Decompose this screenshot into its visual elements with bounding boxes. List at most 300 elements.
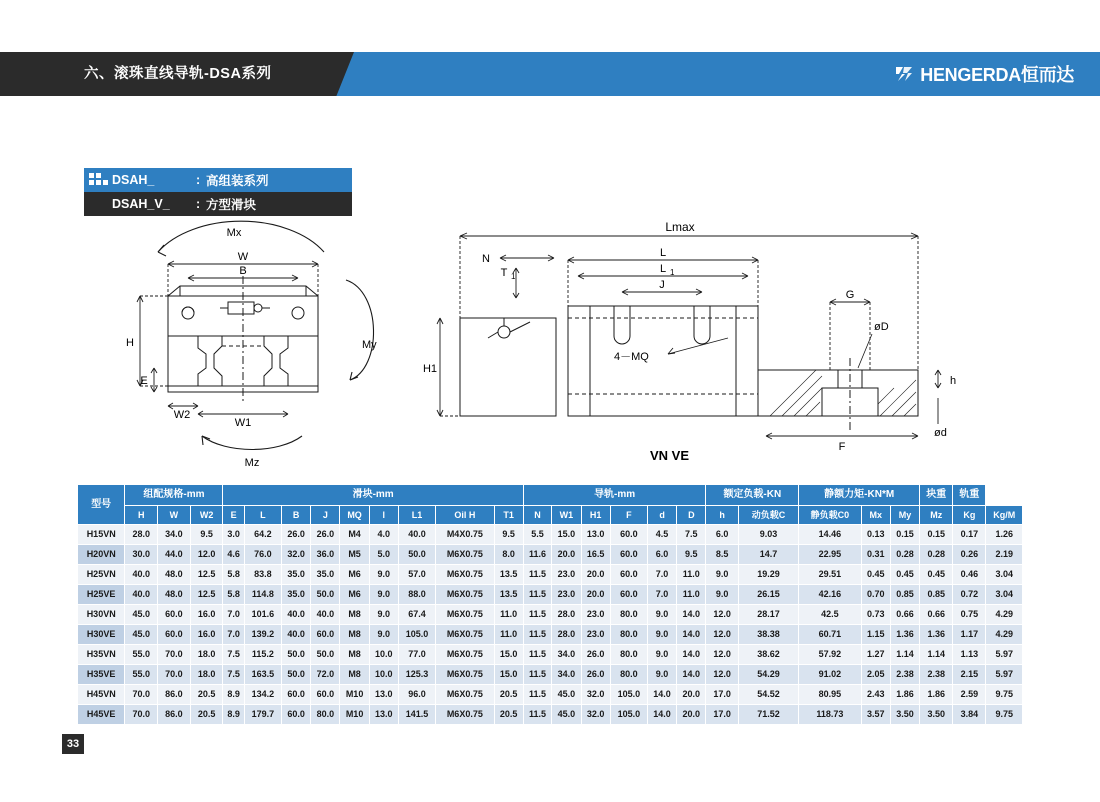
svg-text:J: J bbox=[659, 279, 665, 291]
table-cell: 1.14 bbox=[890, 645, 919, 665]
table-cell: 14.0 bbox=[677, 605, 706, 625]
svg-text:N: N bbox=[482, 253, 490, 265]
table-cell: 1.36 bbox=[890, 625, 919, 645]
table-cell: 16.0 bbox=[190, 605, 223, 625]
table-cell: 0.85 bbox=[920, 585, 953, 605]
table-cell: 40.0 bbox=[281, 625, 310, 645]
table-cell: 34.0 bbox=[552, 665, 581, 685]
table-cell: 60.0 bbox=[281, 705, 310, 725]
table-cell: M6X0.75 bbox=[436, 625, 494, 645]
subheader-cell: Mx bbox=[861, 506, 890, 525]
table-cell: 16.5 bbox=[581, 545, 610, 565]
subheader-cell: W1 bbox=[552, 506, 581, 525]
table-cell: 34.0 bbox=[552, 645, 581, 665]
table-cell: M6X0.75 bbox=[436, 645, 494, 665]
table-cell: 57.92 bbox=[799, 645, 861, 665]
subheader-cell: W bbox=[158, 506, 191, 525]
svg-text:F: F bbox=[838, 441, 846, 453]
table-cell: 72.0 bbox=[311, 665, 340, 685]
svg-text:H: H bbox=[126, 337, 134, 349]
table-cell: 8.5 bbox=[706, 545, 738, 565]
table-cell: 0.26 bbox=[953, 545, 986, 565]
table-cell: 1.13 bbox=[953, 645, 986, 665]
table-cell: 9.5 bbox=[190, 525, 223, 545]
table-cell: 11.0 bbox=[494, 605, 523, 625]
table-cell: 32.0 bbox=[581, 685, 610, 705]
table-cell: 60.0 bbox=[281, 685, 310, 705]
legend-code: DSAH_ bbox=[112, 173, 155, 187]
spec-table bbox=[77, 484, 1023, 725]
table-cell: 2.19 bbox=[986, 545, 1023, 565]
table-cell: 20.0 bbox=[677, 685, 706, 705]
svg-text:W1: W1 bbox=[234, 417, 252, 429]
table-group-header-row bbox=[78, 485, 1023, 506]
table-cell: M8 bbox=[340, 665, 369, 685]
table-cell: 45.0 bbox=[125, 605, 158, 625]
table-cell: 5.0 bbox=[369, 545, 398, 565]
table-cell-model: H20VN bbox=[78, 545, 125, 565]
table-cell: 11.5 bbox=[523, 625, 551, 645]
subheader-cell: L bbox=[244, 506, 281, 525]
table-cell: M10 bbox=[340, 685, 369, 705]
table-cell: 9.75 bbox=[986, 705, 1023, 725]
header-group-rail: 导轨-mm bbox=[523, 485, 706, 506]
table-cell: 20.0 bbox=[581, 565, 610, 585]
svg-text:My: My bbox=[362, 339, 377, 351]
table-cell: 70.0 bbox=[158, 665, 191, 685]
svg-text:Mz: Mz bbox=[244, 457, 260, 468]
table-cell: 7.0 bbox=[647, 585, 676, 605]
table-cell: 60.0 bbox=[610, 585, 647, 605]
table-cell: 45.0 bbox=[552, 685, 581, 705]
specification-table bbox=[77, 484, 1023, 725]
svg-text:øD: øD bbox=[874, 321, 889, 333]
table-cell: 11.5 bbox=[523, 565, 551, 585]
table-cell: M6X0.75 bbox=[436, 665, 494, 685]
table-cell: 57.0 bbox=[398, 565, 435, 585]
subheader-cell: Kg bbox=[953, 506, 986, 525]
svg-text:T: T bbox=[500, 267, 508, 279]
table-cell: 29.51 bbox=[799, 565, 861, 585]
table-cell: 30.0 bbox=[125, 545, 158, 565]
legend-spacer bbox=[84, 192, 110, 216]
table-cell: 0.28 bbox=[920, 545, 953, 565]
table-cell: 15.0 bbox=[494, 645, 523, 665]
table-cell: 67.4 bbox=[398, 605, 435, 625]
legend-code: DSAH_V_ bbox=[112, 197, 170, 211]
table-cell: 0.46 bbox=[953, 565, 986, 585]
table-cell: 3.04 bbox=[986, 585, 1023, 605]
table-cell: 36.0 bbox=[311, 545, 340, 565]
table-cell: M6 bbox=[340, 565, 369, 585]
table-cell: 60.71 bbox=[799, 625, 861, 645]
table-cell: 40.0 bbox=[398, 525, 435, 545]
legend-colon: : bbox=[196, 197, 201, 211]
table-cell: 77.0 bbox=[398, 645, 435, 665]
table-cell: 118.73 bbox=[799, 705, 861, 725]
table-cell: 12.0 bbox=[706, 625, 738, 645]
table-cell: 44.0 bbox=[158, 545, 191, 565]
table-cell-model: H35VE bbox=[78, 665, 125, 685]
table-cell: 38.62 bbox=[738, 645, 798, 665]
header-group-assembly: 组配规格-mm bbox=[125, 485, 223, 506]
table-cell: 50.0 bbox=[311, 585, 340, 605]
table-cell: M6X0.75 bbox=[436, 705, 494, 725]
table-cell: 54.52 bbox=[738, 685, 798, 705]
brand-name-en: HENGERDA bbox=[920, 65, 1021, 85]
table-row bbox=[78, 625, 1023, 645]
table-cell: M6X0.75 bbox=[436, 685, 494, 705]
table-cell: 4.29 bbox=[986, 625, 1023, 645]
checker-squares-icon bbox=[84, 168, 110, 192]
table-cell: 42.5 bbox=[799, 605, 861, 625]
table-cell: 14.0 bbox=[677, 645, 706, 665]
table-cell: 32.0 bbox=[581, 705, 610, 725]
subheader-cell: E bbox=[223, 506, 244, 525]
table-cell: 35.0 bbox=[281, 565, 310, 585]
table-cell: 26.0 bbox=[581, 645, 610, 665]
table-cell: 42.16 bbox=[799, 585, 861, 605]
legend-colon: : bbox=[196, 173, 201, 187]
table-cell: 3.50 bbox=[890, 705, 919, 725]
table-cell: 9.5 bbox=[494, 525, 523, 545]
table-cell: 14.46 bbox=[799, 525, 861, 545]
subheader-cell: F bbox=[610, 506, 647, 525]
table-cell: 7.5 bbox=[223, 645, 244, 665]
svg-text:E: E bbox=[140, 375, 148, 387]
table-cell: 114.8 bbox=[244, 585, 281, 605]
table-cell: 40.0 bbox=[311, 605, 340, 625]
header-group-moment: 静额力矩-KN*M bbox=[799, 485, 920, 506]
table-cell: 60.0 bbox=[610, 545, 647, 565]
table-cell: 54.29 bbox=[738, 665, 798, 685]
table-cell: 0.45 bbox=[920, 565, 953, 585]
table-row bbox=[78, 585, 1023, 605]
subheader-cell: h bbox=[706, 506, 738, 525]
table-cell: 40.0 bbox=[281, 605, 310, 625]
table-cell: 60.0 bbox=[610, 525, 647, 545]
table-cell: 20.5 bbox=[190, 705, 223, 725]
table-cell: 11.0 bbox=[677, 565, 706, 585]
table-cell: 70.0 bbox=[125, 685, 158, 705]
table-cell: 1.17 bbox=[953, 625, 986, 645]
subheader-cell: Oil H bbox=[436, 506, 494, 525]
table-head bbox=[78, 485, 1023, 525]
table-cell: 10.0 bbox=[369, 665, 398, 685]
table-cell-model: H30VE bbox=[78, 625, 125, 645]
table-cell: 5.8 bbox=[223, 565, 244, 585]
svg-text:Mx: Mx bbox=[226, 227, 242, 239]
header-group-load: 额定负载-KN bbox=[706, 485, 799, 506]
cross-section-drawing bbox=[110, 218, 410, 468]
table-cell: 1.27 bbox=[861, 645, 890, 665]
table-cell: 3.57 bbox=[861, 705, 890, 725]
subheader-cell: D bbox=[677, 506, 706, 525]
table-cell: 3.0 bbox=[223, 525, 244, 545]
svg-text:L: L bbox=[659, 247, 667, 259]
table-cell: 13.5 bbox=[494, 585, 523, 605]
table-cell: 7.5 bbox=[677, 525, 706, 545]
table-cell: 9.0 bbox=[706, 565, 738, 585]
table-cell: 14.0 bbox=[677, 625, 706, 645]
table-cell: 12.5 bbox=[190, 565, 223, 585]
table-cell: 12.0 bbox=[706, 605, 738, 625]
subheader-cell: MQ bbox=[340, 506, 369, 525]
brand-logo bbox=[894, 52, 1074, 96]
table-cell: 1.86 bbox=[920, 685, 953, 705]
table-cell: 0.17 bbox=[953, 525, 986, 545]
logo-mark-icon bbox=[894, 64, 914, 84]
table-cell-model: H45VE bbox=[78, 705, 125, 725]
table-cell: 105.0 bbox=[610, 685, 647, 705]
table-cell: 179.7 bbox=[244, 705, 281, 725]
table-cell: 13.5 bbox=[494, 565, 523, 585]
table-cell: 60.0 bbox=[158, 625, 191, 645]
table-cell-model: H25VN bbox=[78, 565, 125, 585]
svg-text:VN VE: VN VE bbox=[650, 448, 690, 463]
table-cell: 9.0 bbox=[706, 585, 738, 605]
table-cell: 4.29 bbox=[986, 605, 1023, 625]
table-cell-model: H30VN bbox=[78, 605, 125, 625]
table-cell: 7.0 bbox=[223, 605, 244, 625]
table-cell: 11.0 bbox=[494, 625, 523, 645]
table-cell: 96.0 bbox=[398, 685, 435, 705]
table-cell: 50.0 bbox=[398, 545, 435, 565]
table-cell: 7.0 bbox=[647, 565, 676, 585]
table-cell: 7.5 bbox=[223, 665, 244, 685]
table-cell: 12.5 bbox=[190, 585, 223, 605]
table-cell: 60.0 bbox=[311, 685, 340, 705]
table-cell: M6 bbox=[340, 585, 369, 605]
table-cell: 0.70 bbox=[861, 585, 890, 605]
table-cell: 5.8 bbox=[223, 585, 244, 605]
table-cell: 13.0 bbox=[369, 705, 398, 725]
table-cell: 0.31 bbox=[861, 545, 890, 565]
table-cell: 86.0 bbox=[158, 685, 191, 705]
table-cell: 2.43 bbox=[861, 685, 890, 705]
table-cell: 55.0 bbox=[125, 665, 158, 685]
header-group-block: 滑块-mm bbox=[223, 485, 523, 506]
table-cell: 0.75 bbox=[953, 605, 986, 625]
table-cell: 13.0 bbox=[581, 525, 610, 545]
table-cell: 0.15 bbox=[890, 525, 919, 545]
table-cell: M6X0.75 bbox=[436, 605, 494, 625]
table-cell: 101.6 bbox=[244, 605, 281, 625]
table-cell: 71.52 bbox=[738, 705, 798, 725]
table-cell: 0.66 bbox=[920, 605, 953, 625]
table-cell: 76.0 bbox=[244, 545, 281, 565]
table-cell: 0.85 bbox=[890, 585, 919, 605]
table-cell: 9.03 bbox=[738, 525, 798, 545]
page-title: 六、滚珠直线导轨-DSA系列 bbox=[84, 66, 272, 82]
table-cell: 1.14 bbox=[920, 645, 953, 665]
table-cell: 139.2 bbox=[244, 625, 281, 645]
subheader-cell: N bbox=[523, 506, 551, 525]
table-cell: 125.3 bbox=[398, 665, 435, 685]
table-cell: 11.5 bbox=[523, 605, 551, 625]
table-cell: M6X0.75 bbox=[436, 545, 494, 565]
subheader-cell: 动负载C bbox=[738, 506, 798, 525]
table-cell: 8.9 bbox=[223, 705, 244, 725]
table-cell: 6.0 bbox=[706, 525, 738, 545]
table-cell: 11.5 bbox=[523, 585, 551, 605]
table-cell: 23.0 bbox=[552, 585, 581, 605]
table-cell: 4.0 bbox=[369, 525, 398, 545]
subheader-cell: Mz bbox=[920, 506, 953, 525]
table-cell: 3.50 bbox=[920, 705, 953, 725]
header-model: 型号 bbox=[78, 485, 125, 525]
table-cell: 13.0 bbox=[369, 685, 398, 705]
svg-text:H1: H1 bbox=[422, 363, 438, 375]
svg-text:B: B bbox=[239, 265, 247, 277]
table-cell: 5.5 bbox=[523, 525, 551, 545]
subheader-cell: T1 bbox=[494, 506, 523, 525]
table-cell: 60.0 bbox=[158, 605, 191, 625]
table-cell: 28.0 bbox=[552, 625, 581, 645]
table-cell: 3.04 bbox=[986, 565, 1023, 585]
table-cell: 11.0 bbox=[677, 585, 706, 605]
table-row bbox=[78, 565, 1023, 585]
table-cell: 9.0 bbox=[647, 665, 676, 685]
table-cell: 5.97 bbox=[986, 645, 1023, 665]
table-cell-model: H35VN bbox=[78, 645, 125, 665]
svg-text:h: h bbox=[950, 375, 957, 387]
table-cell: 3.84 bbox=[953, 705, 986, 725]
table-cell: 1.15 bbox=[861, 625, 890, 645]
subheader-cell: J bbox=[311, 506, 340, 525]
table-cell: 14.0 bbox=[677, 665, 706, 685]
table-cell: 64.2 bbox=[244, 525, 281, 545]
table-cell: M4X0.75 bbox=[436, 525, 494, 545]
table-cell: 8.9 bbox=[223, 685, 244, 705]
table-row bbox=[78, 665, 1023, 685]
table-cell: 86.0 bbox=[158, 705, 191, 725]
table-cell: 26.0 bbox=[281, 525, 310, 545]
table-cell: 11.5 bbox=[523, 645, 551, 665]
table-cell: 22.95 bbox=[799, 545, 861, 565]
table-cell: M8 bbox=[340, 625, 369, 645]
table-cell: 17.0 bbox=[706, 705, 738, 725]
legend-row-dsah-v bbox=[84, 192, 352, 216]
table-cell: 70.0 bbox=[125, 705, 158, 725]
table-cell: 9.0 bbox=[647, 645, 676, 665]
table-cell: 11.5 bbox=[523, 665, 551, 685]
table-cell: 8.0 bbox=[494, 545, 523, 565]
table-body bbox=[78, 525, 1023, 725]
table-cell: 19.29 bbox=[738, 565, 798, 585]
table-cell: 40.0 bbox=[125, 565, 158, 585]
table-cell: 0.28 bbox=[890, 545, 919, 565]
series-legend bbox=[84, 168, 352, 216]
table-cell: 83.8 bbox=[244, 565, 281, 585]
page-header bbox=[0, 52, 1100, 96]
table-cell: 26.0 bbox=[311, 525, 340, 545]
table-cell: M6X0.75 bbox=[436, 565, 494, 585]
table-cell: 1.86 bbox=[890, 685, 919, 705]
table-cell: 2.15 bbox=[953, 665, 986, 685]
table-cell: M5 bbox=[340, 545, 369, 565]
table-cell: 17.0 bbox=[706, 685, 738, 705]
table-cell: 50.0 bbox=[281, 665, 310, 685]
table-row bbox=[78, 545, 1023, 565]
table-cell: 50.0 bbox=[311, 645, 340, 665]
table-cell: 0.72 bbox=[953, 585, 986, 605]
table-cell: 5.97 bbox=[986, 665, 1023, 685]
table-cell: 20.5 bbox=[190, 685, 223, 705]
table-cell: 91.02 bbox=[799, 665, 861, 685]
svg-text:W2: W2 bbox=[173, 409, 191, 421]
table-cell: 0.66 bbox=[890, 605, 919, 625]
table-cell: 9.0 bbox=[369, 605, 398, 625]
table-cell: 80.95 bbox=[799, 685, 861, 705]
table-cell: 26.0 bbox=[581, 665, 610, 685]
table-cell: 0.45 bbox=[890, 565, 919, 585]
table-cell: 23.0 bbox=[581, 625, 610, 645]
side-view-drawing bbox=[418, 218, 998, 468]
table-sub-header-row bbox=[78, 506, 1023, 525]
table-cell: 80.0 bbox=[610, 665, 647, 685]
table-cell: 26.15 bbox=[738, 585, 798, 605]
table-cell: 105.0 bbox=[610, 705, 647, 725]
brand-name-cn: 恒而达 bbox=[1020, 65, 1074, 85]
table-cell: 9.5 bbox=[677, 545, 706, 565]
svg-text:L: L bbox=[659, 263, 667, 275]
table-cell: 70.0 bbox=[158, 645, 191, 665]
table-cell: 15.0 bbox=[552, 525, 581, 545]
page-number: 33 bbox=[62, 734, 84, 754]
table-cell: 23.0 bbox=[552, 565, 581, 585]
svg-text:G: G bbox=[845, 289, 855, 301]
legend-row-dsah bbox=[84, 168, 352, 192]
table-cell: 35.0 bbox=[311, 565, 340, 585]
table-cell: 0.13 bbox=[861, 525, 890, 545]
table-cell: 6.0 bbox=[647, 545, 676, 565]
table-cell: 80.0 bbox=[610, 645, 647, 665]
table-cell: 80.0 bbox=[311, 705, 340, 725]
table-cell: 134.2 bbox=[244, 685, 281, 705]
table-cell: 48.0 bbox=[158, 565, 191, 585]
table-cell: 14.0 bbox=[647, 685, 676, 705]
table-cell: 2.59 bbox=[953, 685, 986, 705]
subheader-cell: Kg/M bbox=[986, 506, 1023, 525]
legend-description: 方型滑块 bbox=[206, 198, 257, 212]
subheader-cell: 静负载C0 bbox=[799, 506, 861, 525]
subheader-cell: W2 bbox=[190, 506, 223, 525]
table-cell: 32.0 bbox=[281, 545, 310, 565]
table-cell: 45.0 bbox=[552, 705, 581, 725]
table-cell: 115.2 bbox=[244, 645, 281, 665]
table-cell: 2.38 bbox=[890, 665, 919, 685]
svg-text:W: W bbox=[237, 251, 249, 263]
table-cell: 1.26 bbox=[986, 525, 1023, 545]
subheader-cell: d bbox=[647, 506, 676, 525]
subheader-cell: B bbox=[281, 506, 310, 525]
table-cell: 2.38 bbox=[920, 665, 953, 685]
table-cell: 48.0 bbox=[158, 585, 191, 605]
table-cell: 50.0 bbox=[281, 645, 310, 665]
table-cell: 12.0 bbox=[706, 645, 738, 665]
table-cell: 9.0 bbox=[369, 625, 398, 645]
table-cell: 9.0 bbox=[647, 625, 676, 645]
table-cell: 14.0 bbox=[647, 705, 676, 725]
subheader-cell: My bbox=[890, 506, 919, 525]
table-cell: 141.5 bbox=[398, 705, 435, 725]
table-cell: 60.0 bbox=[610, 565, 647, 585]
table-cell: 4.6 bbox=[223, 545, 244, 565]
table-cell: 10.0 bbox=[369, 645, 398, 665]
table-cell: 28.0 bbox=[125, 525, 158, 545]
table-cell: 9.0 bbox=[369, 585, 398, 605]
